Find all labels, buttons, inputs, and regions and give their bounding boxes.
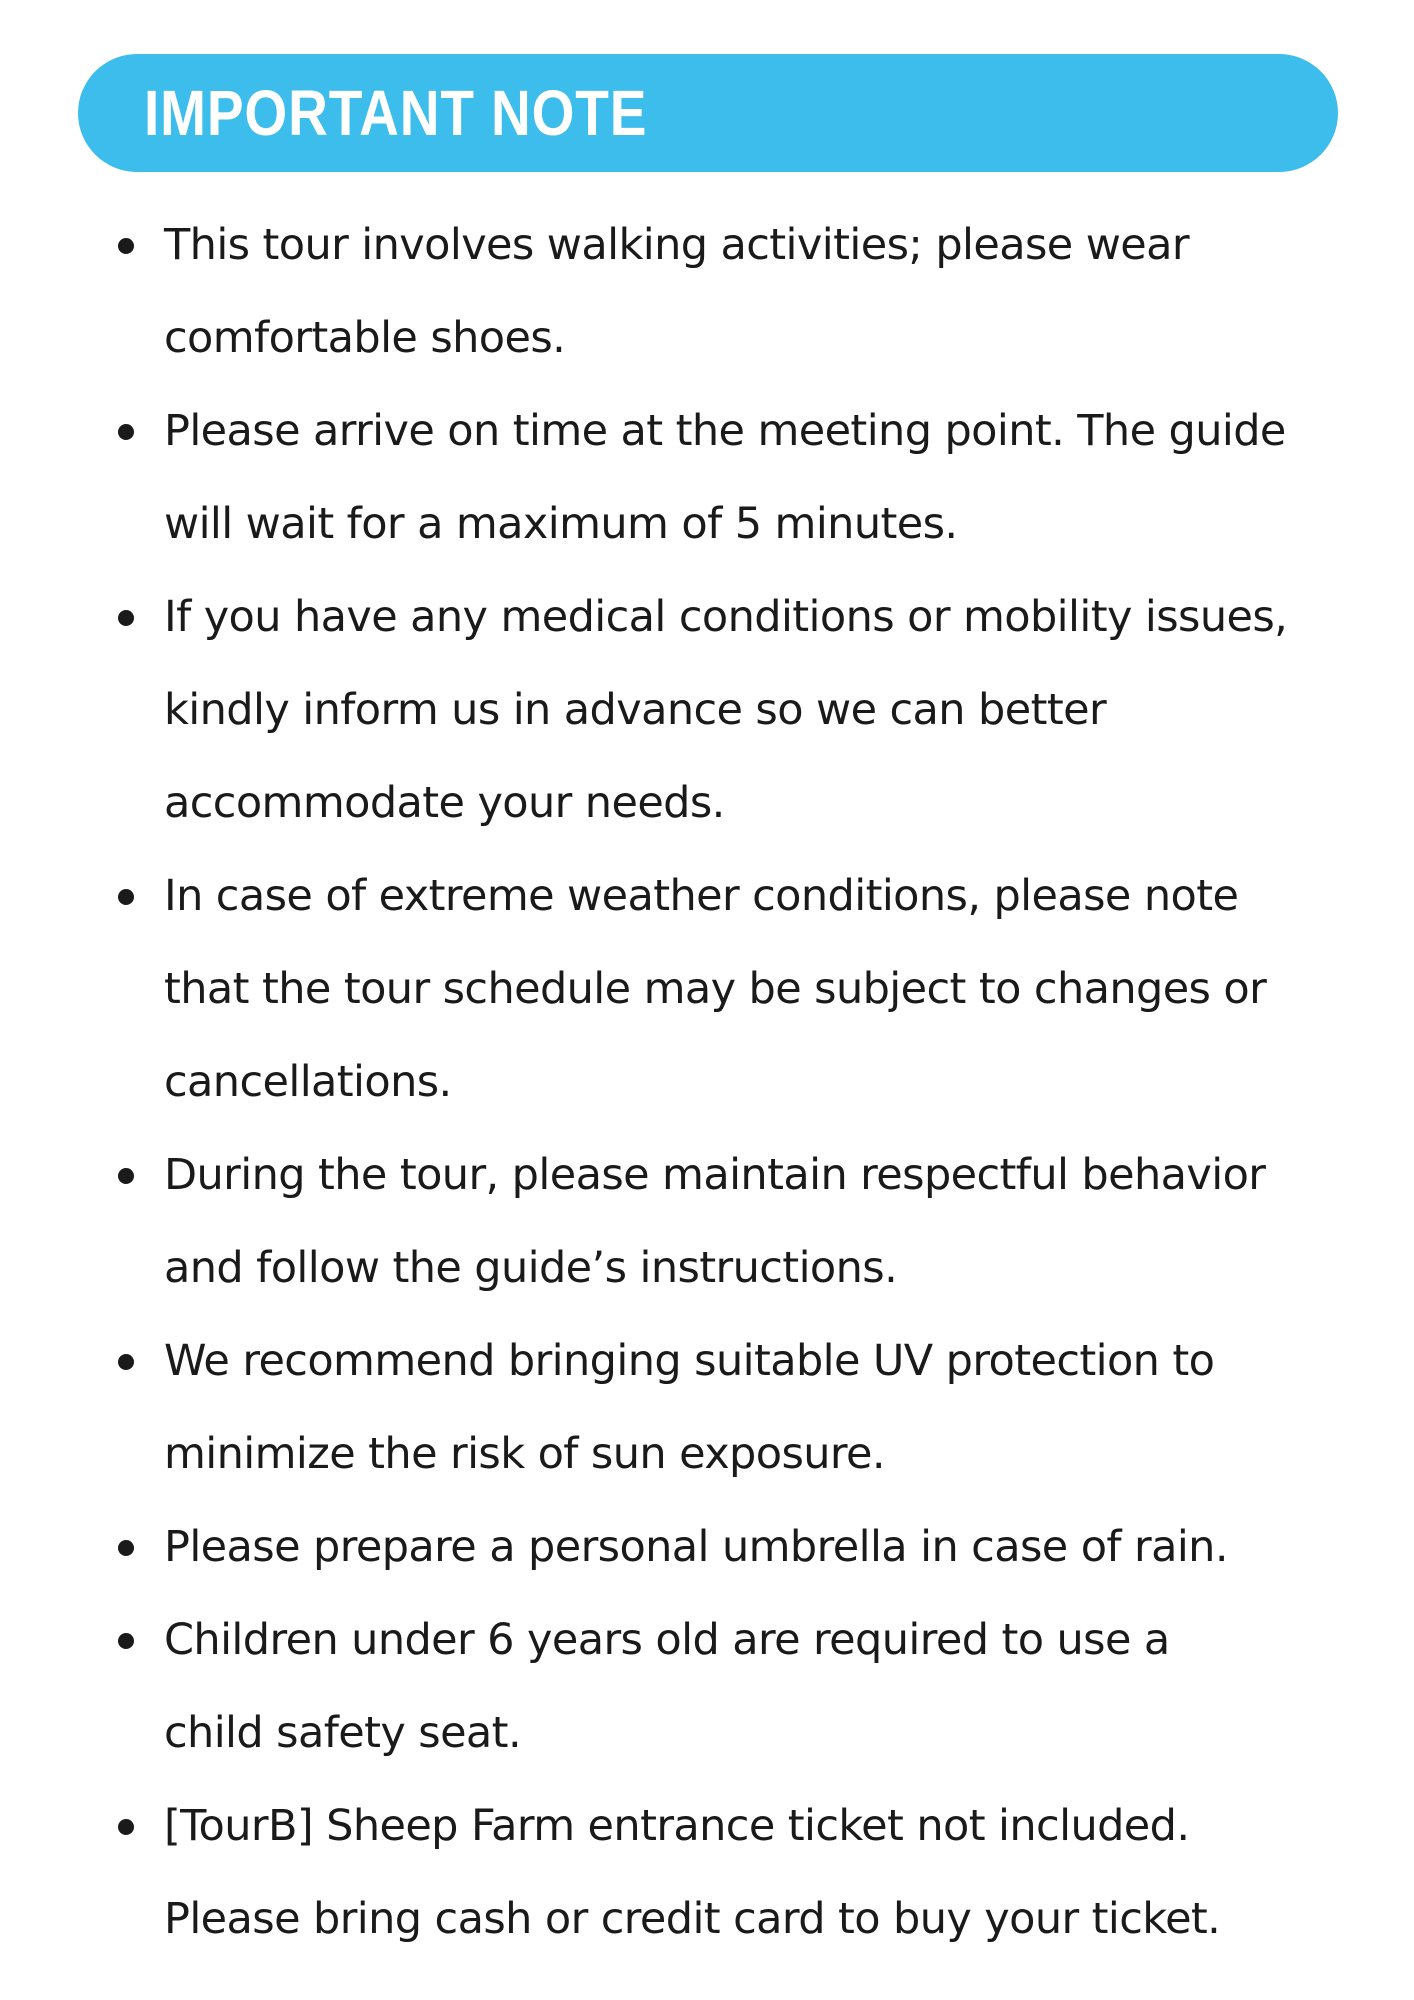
list-item bbox=[0, 1780, 1414, 1966]
list-item bbox=[0, 1315, 1414, 1501]
list-item bbox=[0, 199, 1414, 385]
note-text-line: minimize the risk of sun exposure. bbox=[164, 1429, 885, 1479]
list-item bbox=[0, 571, 1414, 850]
list-item bbox=[0, 850, 1414, 1129]
important-note-banner bbox=[78, 54, 1338, 172]
note-text-line: Please prepare a personal umbrella in case of rain. bbox=[164, 1522, 1228, 1572]
note-text-line: that the tour schedule may be subject to changes or bbox=[164, 964, 1267, 1014]
note-text-line: and follow the guide’s instructions. bbox=[164, 1243, 898, 1293]
note-text-line: If you have any medical conditions or mobility issues, bbox=[164, 592, 1288, 642]
list-item bbox=[0, 1129, 1414, 1315]
note-text-line: will wait for a maximum of 5 minutes. bbox=[164, 499, 958, 549]
note-text-line: [TourB] Sheep Farm entrance ticket not included. bbox=[164, 1801, 1190, 1851]
list-item bbox=[0, 385, 1414, 571]
notes-list bbox=[0, 199, 1414, 1966]
note-text-line: Please arrive on time at the meeting point. The guide bbox=[164, 406, 1286, 456]
note-text-line: child safety seat. bbox=[164, 1708, 522, 1758]
note-text-line: In case of extreme weather conditions, please note bbox=[164, 871, 1239, 921]
note-text-line: cancellations. bbox=[164, 1057, 452, 1107]
note-text-line: We recommend bringing suitable UV protection to bbox=[164, 1336, 1215, 1386]
list-item bbox=[0, 1594, 1414, 1780]
list-item bbox=[0, 1501, 1414, 1594]
note-text-line: comfortable shoes. bbox=[164, 313, 566, 363]
note-text-line: This tour involves walking activities; please wear bbox=[164, 220, 1189, 270]
page-title: IMPORTANT NOTE bbox=[144, 77, 648, 149]
note-text-line: accommodate your needs. bbox=[164, 778, 725, 828]
note-text-line: Children under 6 years old are required to use a bbox=[164, 1615, 1170, 1665]
note-text-line: kindly inform us in advance so we can better bbox=[164, 685, 1107, 735]
note-text-line: Please bring cash or credit card to buy your ticket. bbox=[164, 1894, 1221, 1944]
note-text-line: During the tour, please maintain respectful behavior bbox=[164, 1150, 1266, 1200]
